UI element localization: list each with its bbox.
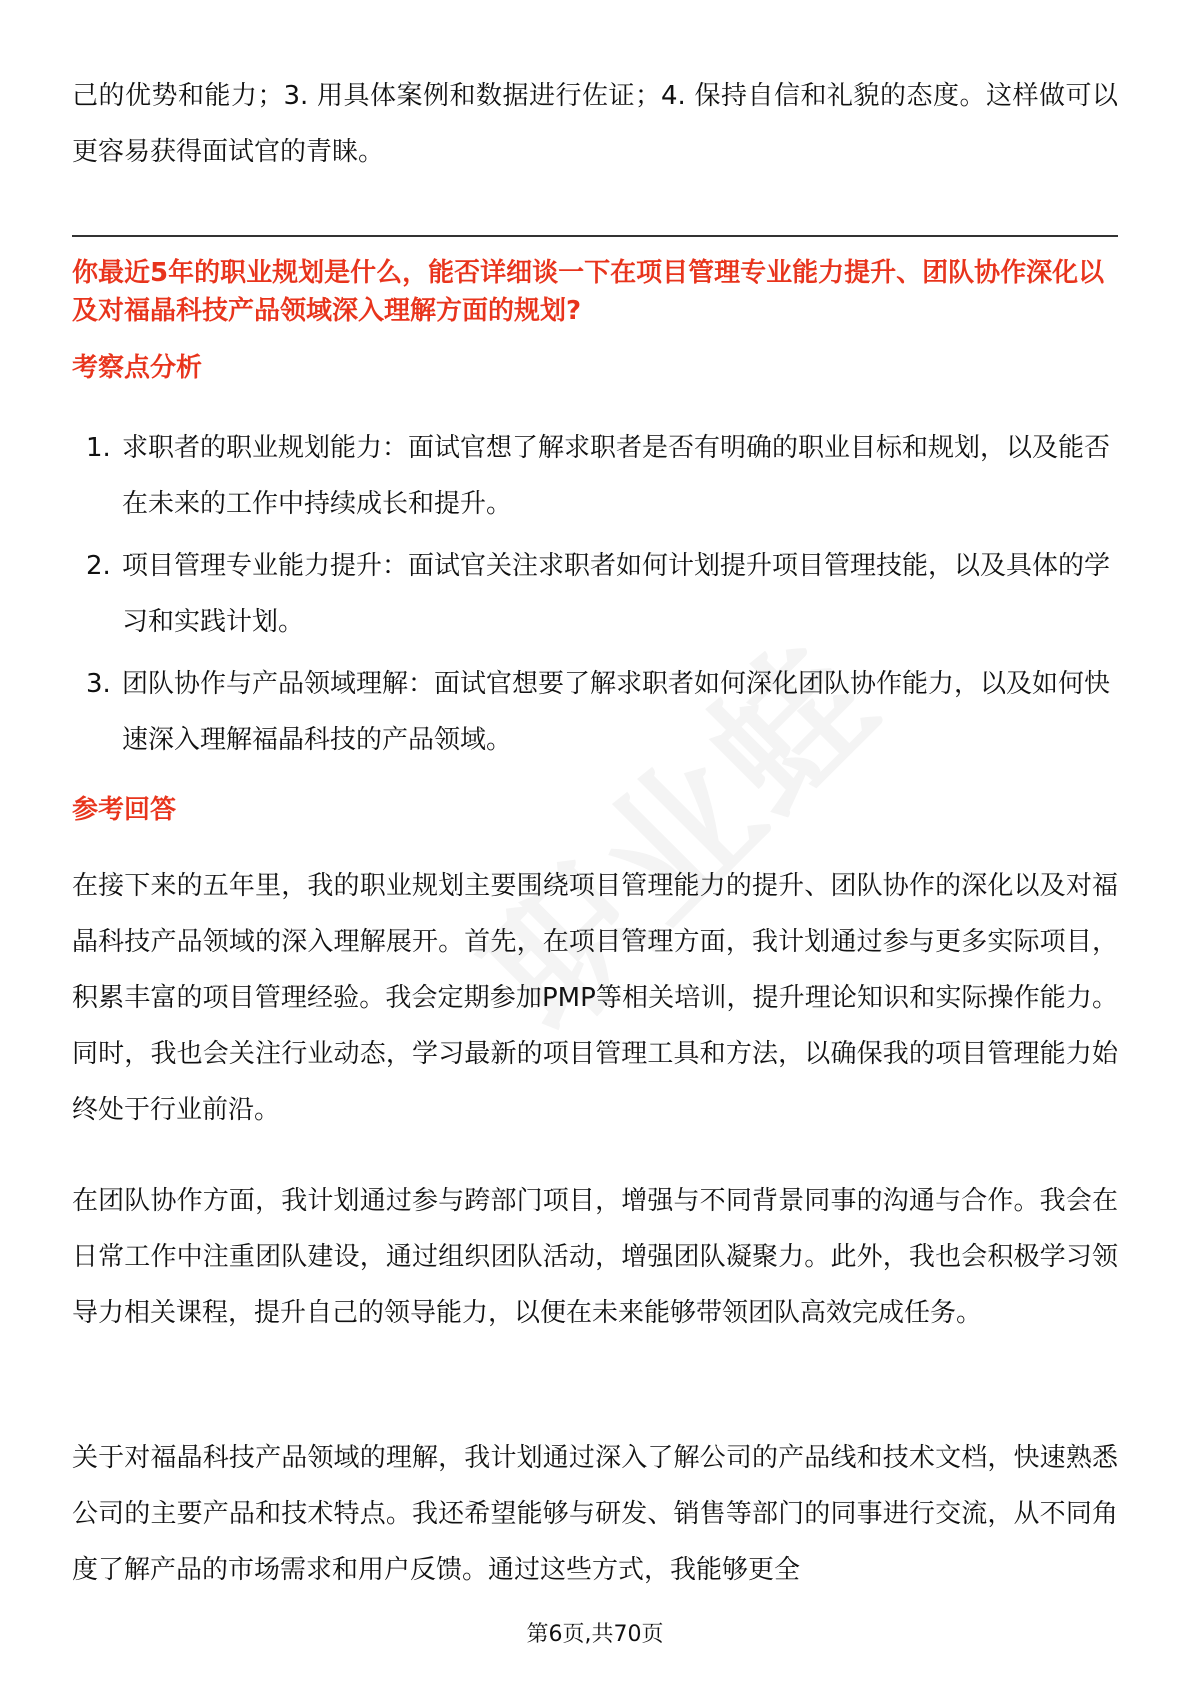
list-item-number: 2. (86, 551, 111, 581)
list-item (72, 538, 1118, 650)
analysis-list (72, 420, 1118, 774)
list-item-text: 团队协作与产品领域理解：面试官想要了解求职者如何深化团队协作能力，以及如何快速深入理解福晶科技的产品领域。 (122, 669, 1111, 755)
list-item-number: 1. (86, 433, 111, 463)
list-item (72, 656, 1118, 768)
answer-paragraph: 关于对福晶科技产品领域的理解，我计划通过深入了解公司的产品线和技术文档，快速熟悉公司的主要产品和技术特点。我还希望能够与研发、销售等部门的同事进行交流，从不同角度了解产品的市场需求和用户反馈。通过这些方式，我能够更全 (72, 1443, 1118, 1585)
list-item-number: 3. (86, 669, 111, 699)
answer-paragraph: 在接下来的五年里，我的职业规划主要围绕项目管理能力的提升、团队协作的深化以及对福晶科技产品领域的深入理解展开。首先，在项目管理方面，我计划通过参与更多实际项目，积累丰富的项目管理经验。我会定期参加PMP等相关培训，提升理论知识和实际操作能力。同时，我也会关注行业动态，学习最新的项目管理工具和方法，以确保我的项目管理能力始终处于行业前沿。 (72, 871, 1118, 1125)
page-footer: 第6页,共70页 (526, 1622, 664, 1647)
list-item (72, 420, 1118, 532)
document-page (72, 0, 1118, 1684)
intro-paragraph: 己的优势和能力；3. 用具体案例和数据进行佐证；4. 保持自信和礼貌的态度。这样做可以更容易获得面试官的青睐。 (72, 81, 1118, 167)
answer-heading: 参考回答 (72, 795, 177, 825)
answer-paragraph: 在团队协作方面，我计划通过参与跨部门项目，增强与不同背景同事的沟通与合作。我会在日常工作中注重团队建设，通过组织团队活动，增强团队凝聚力。此外，我也会积极学习领导力相关课程，提升自己的领导能力，以便在未来能够带领团队高效完成任务。 (72, 1186, 1118, 1328)
list-item-text: 求职者的职业规划能力：面试官想了解求职者是否有明确的职业目标和规划，以及能否在未来的工作中持续成长和提升。 (122, 433, 1111, 519)
section-divider (72, 235, 1118, 237)
analysis-heading: 考察点分析 (72, 353, 203, 383)
interview-question: 你最近5年的职业规划是什么，能否详细谈一下在项目管理专业能力提升、团队协作深化以及对福晶科技产品领域深入理解方面的规划? (72, 258, 1105, 326)
list-item-text: 项目管理专业能力提升：面试官关注求职者如何计划提升项目管理技能，以及具体的学习和实践计划。 (122, 551, 1111, 637)
